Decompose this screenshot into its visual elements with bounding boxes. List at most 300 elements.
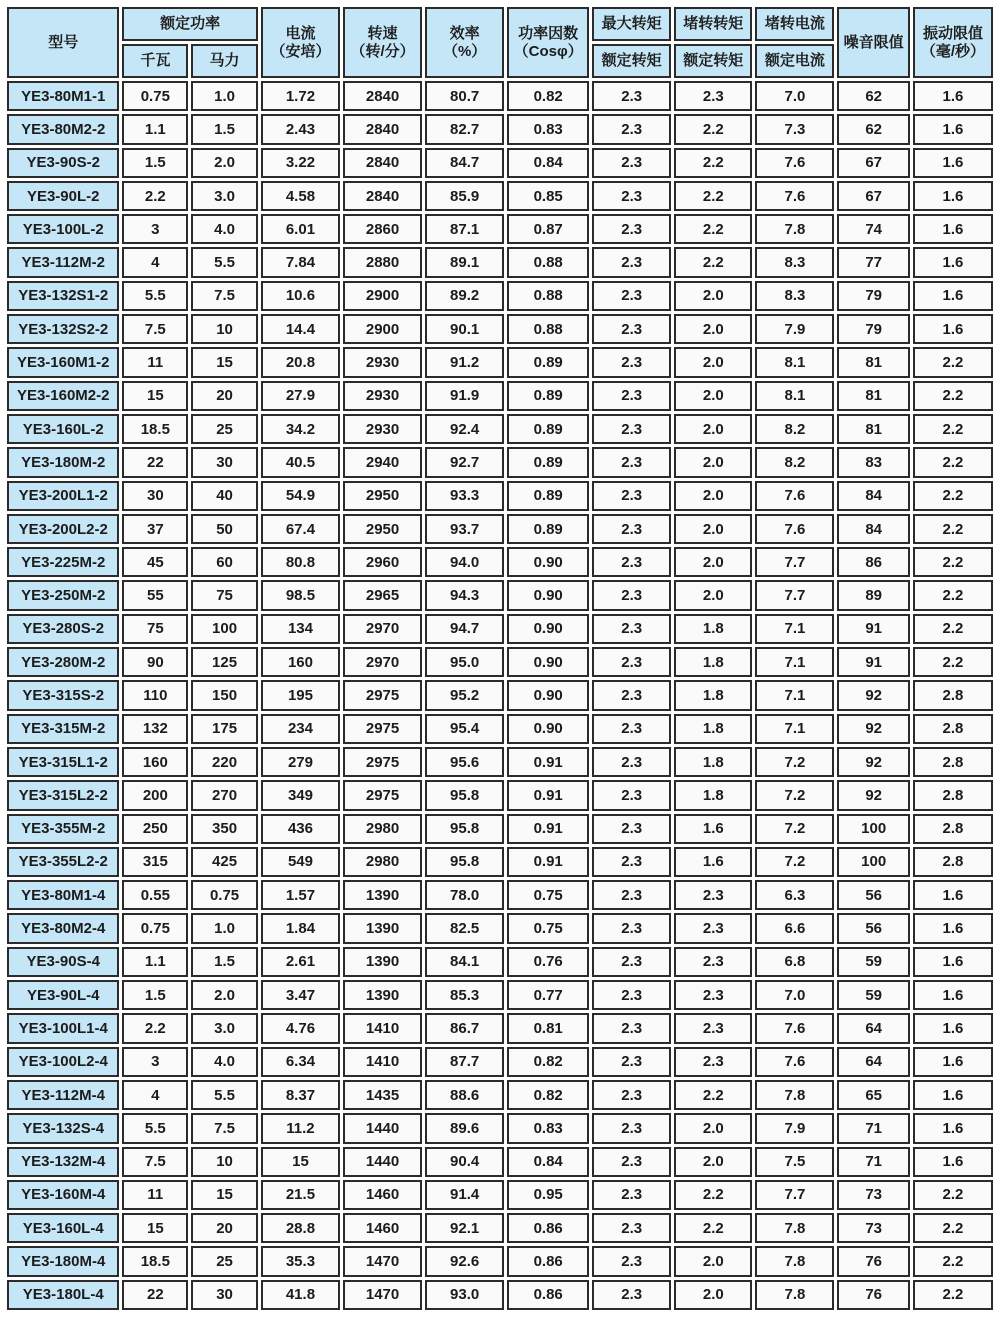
cell-kw: 315: [122, 847, 188, 877]
cell-current: 14.4: [261, 314, 340, 344]
cell-max-torque: 2.3: [592, 1280, 671, 1310]
cell-vibration: 2.2: [913, 481, 993, 511]
header-power-factor-line1: 功率因数: [518, 25, 579, 43]
cell-vibration: 2.2: [913, 614, 993, 644]
cell-speed: 2970: [343, 614, 422, 644]
cell-cos-phi: 0.90: [507, 547, 589, 577]
header-speed: [343, 7, 422, 78]
cell-kw: 22: [122, 447, 188, 477]
cell-hp: 30: [191, 1280, 258, 1310]
cell-max-torque: 2.3: [592, 614, 671, 644]
cell-noise: 67: [837, 181, 909, 211]
cell-stall-current: 7.9: [755, 314, 834, 344]
cell-cos-phi: 0.86: [507, 1213, 589, 1243]
table-row: [7, 381, 993, 411]
cell-cos-phi: 0.86: [507, 1280, 589, 1310]
cell-efficiency: 91.2: [425, 347, 504, 377]
cell-noise: 73: [837, 1213, 909, 1243]
cell-speed: 2980: [343, 814, 422, 844]
cell-kw: 7.5: [122, 1147, 188, 1177]
cell-model: YE3-315L1-2: [7, 747, 119, 777]
cell-stall-current: 7.2: [755, 780, 834, 810]
cell-efficiency: 84.1: [425, 947, 504, 977]
cell-efficiency: 95.8: [425, 814, 504, 844]
cell-cos-phi: 0.89: [507, 447, 589, 477]
table-row: [7, 947, 993, 977]
cell-cos-phi: 0.90: [507, 680, 589, 710]
cell-speed: 2930: [343, 414, 422, 444]
cell-efficiency: 90.1: [425, 314, 504, 344]
cell-max-torque: 2.3: [592, 714, 671, 744]
cell-speed: 2975: [343, 747, 422, 777]
cell-stall-current: 7.9: [755, 1113, 834, 1143]
cell-stall-torque: 2.0: [674, 281, 752, 311]
cell-cos-phi: 0.75: [507, 880, 589, 910]
header-stall-torque-denominator: 额定转矩: [674, 44, 752, 78]
cell-cos-phi: 0.91: [507, 847, 589, 877]
cell-kw: 2.2: [122, 181, 188, 211]
cell-max-torque: 2.3: [592, 747, 671, 777]
cell-current: 4.76: [261, 1013, 340, 1043]
cell-speed: 2940: [343, 447, 422, 477]
cell-model: YE3-180L-4: [7, 1280, 119, 1310]
header-efficiency: [425, 7, 504, 78]
cell-current: 349: [261, 780, 340, 810]
cell-speed: 2975: [343, 714, 422, 744]
cell-cos-phi: 0.88: [507, 314, 589, 344]
cell-vibration: 2.8: [913, 714, 993, 744]
cell-cos-phi: 0.85: [507, 181, 589, 211]
cell-current: 2.43: [261, 114, 340, 144]
cell-hp: 2.0: [191, 980, 258, 1010]
cell-stall-torque: 2.3: [674, 947, 752, 977]
table-row: [7, 847, 993, 877]
cell-current: 234: [261, 714, 340, 744]
cell-stall-torque: 2.2: [674, 1080, 752, 1110]
cell-model: YE3-90S-4: [7, 947, 119, 977]
cell-vibration: 2.2: [913, 347, 993, 377]
cell-stall-current: 8.1: [755, 347, 834, 377]
cell-hp: 30: [191, 447, 258, 477]
cell-cos-phi: 0.76: [507, 947, 589, 977]
cell-max-torque: 2.3: [592, 1080, 671, 1110]
cell-vibration: 2.8: [913, 680, 993, 710]
cell-speed: 1390: [343, 947, 422, 977]
cell-stall-torque: 1.8: [674, 647, 752, 677]
cell-max-torque: 2.3: [592, 381, 671, 411]
cell-model: YE3-315L2-2: [7, 780, 119, 810]
cell-model: YE3-225M-2: [7, 547, 119, 577]
cell-max-torque: 2.3: [592, 114, 671, 144]
cell-model: YE3-112M-4: [7, 1080, 119, 1110]
cell-efficiency: 90.4: [425, 1147, 504, 1177]
cell-stall-current: 7.6: [755, 1047, 834, 1077]
cell-stall-torque: 2.0: [674, 481, 752, 511]
cell-stall-torque: 1.8: [674, 780, 752, 810]
cell-model: YE3-160M2-2: [7, 381, 119, 411]
cell-speed: 1440: [343, 1113, 422, 1143]
cell-max-torque: 2.3: [592, 580, 671, 610]
cell-vibration: 1.6: [913, 214, 993, 244]
cell-max-torque: 2.3: [592, 214, 671, 244]
cell-hp: 10: [191, 314, 258, 344]
header-power-factor: [507, 7, 589, 78]
cell-vibration: 1.6: [913, 114, 993, 144]
cell-efficiency: 94.0: [425, 547, 504, 577]
cell-stall-current: 7.2: [755, 814, 834, 844]
cell-model: YE3-90L-4: [7, 980, 119, 1010]
cell-max-torque: 2.3: [592, 880, 671, 910]
cell-hp: 5.5: [191, 1080, 258, 1110]
table-row: [7, 714, 993, 744]
cell-cos-phi: 0.77: [507, 980, 589, 1010]
header-stall-current-numerator: 堵转电流: [755, 7, 834, 41]
cell-stall-torque: 2.0: [674, 1147, 752, 1177]
cell-current: 40.5: [261, 447, 340, 477]
cell-vibration: 1.6: [913, 1080, 993, 1110]
cell-stall-torque: 1.8: [674, 714, 752, 744]
cell-stall-torque: 2.0: [674, 447, 752, 477]
cell-efficiency: 87.7: [425, 1047, 504, 1077]
cell-hp: 1.0: [191, 81, 258, 111]
cell-kw: 90: [122, 647, 188, 677]
cell-vibration: 2.2: [913, 1213, 993, 1243]
table-row: [7, 580, 993, 610]
cell-cos-phi: 0.75: [507, 913, 589, 943]
cell-kw: 250: [122, 814, 188, 844]
cell-efficiency: 87.1: [425, 214, 504, 244]
cell-efficiency: 95.6: [425, 747, 504, 777]
cell-speed: 1410: [343, 1013, 422, 1043]
cell-cos-phi: 0.90: [507, 714, 589, 744]
table-row: [7, 814, 993, 844]
table-row: [7, 1180, 993, 1210]
cell-model: YE3-80M1-4: [7, 880, 119, 910]
cell-stall-current: 7.3: [755, 114, 834, 144]
cell-current: 3.22: [261, 148, 340, 178]
cell-model: YE3-160M1-2: [7, 347, 119, 377]
cell-model: YE3-355M-2: [7, 814, 119, 844]
table-row: [7, 214, 993, 244]
cell-efficiency: 85.9: [425, 181, 504, 211]
cell-cos-phi: 0.83: [507, 114, 589, 144]
cell-kw: 2.2: [122, 1013, 188, 1043]
cell-vibration: 1.6: [913, 1113, 993, 1143]
cell-current: 41.8: [261, 1280, 340, 1310]
cell-kw: 18.5: [122, 414, 188, 444]
cell-cos-phi: 0.82: [507, 1080, 589, 1110]
header-stall-torque-numerator: 堵转转矩: [674, 7, 752, 41]
table-row: [7, 81, 993, 111]
header-vibration-line2: （毫/秒）: [920, 42, 986, 60]
cell-stall-current: 7.5: [755, 1147, 834, 1177]
cell-kw: 18.5: [122, 1246, 188, 1276]
cell-cos-phi: 0.89: [507, 347, 589, 377]
cell-stall-torque: 2.0: [674, 514, 752, 544]
cell-stall-torque: 2.0: [674, 1113, 752, 1143]
header-vibration-line1: 振动限值: [922, 25, 983, 43]
cell-current: 80.8: [261, 547, 340, 577]
cell-vibration: 2.2: [913, 580, 993, 610]
table-row: [7, 547, 993, 577]
cell-stall-current: 8.3: [755, 281, 834, 311]
cell-stall-current: 7.7: [755, 1180, 834, 1210]
cell-cos-phi: 0.91: [507, 780, 589, 810]
cell-model: YE3-100L2-4: [7, 1047, 119, 1077]
cell-kw: 30: [122, 481, 188, 511]
cell-current: 436: [261, 814, 340, 844]
cell-efficiency: 82.5: [425, 913, 504, 943]
cell-cos-phi: 0.90: [507, 580, 589, 610]
cell-hp: 3.0: [191, 181, 258, 211]
cell-model: YE3-132M-4: [7, 1147, 119, 1177]
table-row: [7, 680, 993, 710]
cell-model: YE3-200L2-2: [7, 514, 119, 544]
cell-stall-torque: 2.0: [674, 547, 752, 577]
cell-stall-torque: 2.3: [674, 81, 752, 111]
table-row: [7, 347, 993, 377]
cell-hp: 175: [191, 714, 258, 744]
cell-max-torque: 2.3: [592, 148, 671, 178]
cell-kw: 110: [122, 680, 188, 710]
cell-cos-phi: 0.89: [507, 414, 589, 444]
cell-noise: 86: [837, 547, 909, 577]
cell-speed: 2860: [343, 214, 422, 244]
cell-current: 549: [261, 847, 340, 877]
cell-current: 279: [261, 747, 340, 777]
header-current-line2: （安培）: [270, 42, 331, 60]
cell-efficiency: 93.3: [425, 481, 504, 511]
cell-cos-phi: 0.91: [507, 814, 589, 844]
cell-stall-torque: 2.2: [674, 148, 752, 178]
cell-current: 10.6: [261, 281, 340, 311]
cell-stall-torque: 2.3: [674, 913, 752, 943]
cell-vibration: 1.6: [913, 181, 993, 211]
cell-noise: 92: [837, 747, 909, 777]
cell-max-torque: 2.3: [592, 680, 671, 710]
cell-vibration: 2.2: [913, 1180, 993, 1210]
cell-current: 4.58: [261, 181, 340, 211]
header-max-torque-denominator: 额定转矩: [592, 44, 671, 78]
cell-hp: 25: [191, 1246, 258, 1276]
cell-speed: 1390: [343, 913, 422, 943]
cell-speed: 1390: [343, 980, 422, 1010]
cell-hp: 40: [191, 481, 258, 511]
cell-max-torque: 2.3: [592, 314, 671, 344]
header-row-top: [7, 7, 993, 41]
cell-current: 134: [261, 614, 340, 644]
cell-stall-torque: 2.0: [674, 1246, 752, 1276]
cell-efficiency: 95.0: [425, 647, 504, 677]
cell-efficiency: 80.7: [425, 81, 504, 111]
cell-current: 8.37: [261, 1080, 340, 1110]
cell-speed: 2840: [343, 181, 422, 211]
cell-cos-phi: 0.90: [507, 614, 589, 644]
cell-current: 28.8: [261, 1213, 340, 1243]
cell-efficiency: 92.1: [425, 1213, 504, 1243]
cell-hp: 5.5: [191, 247, 258, 277]
header-vibration-limit: [913, 7, 993, 78]
cell-current: 160: [261, 647, 340, 677]
cell-kw: 22: [122, 1280, 188, 1310]
cell-hp: 3.0: [191, 1013, 258, 1043]
cell-kw: 45: [122, 547, 188, 577]
cell-kw: 1.1: [122, 947, 188, 977]
cell-model: YE3-90L-2: [7, 181, 119, 211]
cell-stall-current: 7.8: [755, 1246, 834, 1276]
cell-stall-current: 7.2: [755, 747, 834, 777]
cell-max-torque: 2.3: [592, 647, 671, 677]
cell-noise: 74: [837, 214, 909, 244]
cell-noise: 65: [837, 1080, 909, 1110]
cell-efficiency: 92.6: [425, 1246, 504, 1276]
cell-stall-torque: 2.2: [674, 247, 752, 277]
cell-speed: 2970: [343, 647, 422, 677]
cell-stall-torque: 2.0: [674, 580, 752, 610]
header-stall-current-denominator: 额定电流: [755, 44, 834, 78]
cell-stall-current: 7.8: [755, 214, 834, 244]
cell-max-torque: 2.3: [592, 514, 671, 544]
cell-noise: 56: [837, 880, 909, 910]
cell-noise: 76: [837, 1246, 909, 1276]
cell-efficiency: 91.4: [425, 1180, 504, 1210]
cell-model: YE3-132S-4: [7, 1113, 119, 1143]
cell-current: 54.9: [261, 481, 340, 511]
table-row: [7, 181, 993, 211]
cell-current: 35.3: [261, 1246, 340, 1276]
table-row: [7, 1147, 993, 1177]
cell-hp: 150: [191, 680, 258, 710]
cell-noise: 92: [837, 680, 909, 710]
cell-hp: 50: [191, 514, 258, 544]
cell-speed: 1440: [343, 1147, 422, 1177]
cell-efficiency: 92.4: [425, 414, 504, 444]
cell-cos-phi: 0.89: [507, 514, 589, 544]
cell-stall-current: 8.2: [755, 414, 834, 444]
cell-max-torque: 2.3: [592, 847, 671, 877]
cell-model: YE3-315M-2: [7, 714, 119, 744]
cell-current: 67.4: [261, 514, 340, 544]
cell-speed: 2880: [343, 247, 422, 277]
cell-model: YE3-80M1-1: [7, 81, 119, 111]
cell-noise: 71: [837, 1113, 909, 1143]
cell-noise: 76: [837, 1280, 909, 1310]
cell-speed: 2840: [343, 114, 422, 144]
cell-cos-phi: 0.89: [507, 481, 589, 511]
cell-hp: 75: [191, 580, 258, 610]
cell-hp: 60: [191, 547, 258, 577]
cell-speed: 2965: [343, 580, 422, 610]
cell-noise: 79: [837, 314, 909, 344]
cell-stall-torque: 1.8: [674, 680, 752, 710]
cell-current: 34.2: [261, 414, 340, 444]
cell-max-torque: 2.3: [592, 81, 671, 111]
cell-stall-torque: 2.2: [674, 114, 752, 144]
cell-noise: 77: [837, 247, 909, 277]
header-kw: 千瓦: [122, 44, 188, 78]
cell-vibration: 2.2: [913, 1280, 993, 1310]
cell-noise: 81: [837, 414, 909, 444]
table-row: [7, 1246, 993, 1276]
header-efficiency-line2: （%）: [442, 42, 487, 60]
cell-stall-torque: 2.3: [674, 1013, 752, 1043]
cell-stall-current: 7.7: [755, 547, 834, 577]
cell-hp: 125: [191, 647, 258, 677]
cell-stall-current: 7.8: [755, 1213, 834, 1243]
cell-efficiency: 89.6: [425, 1113, 504, 1143]
cell-efficiency: 95.8: [425, 847, 504, 877]
cell-max-torque: 2.3: [592, 414, 671, 444]
cell-kw: 1.5: [122, 980, 188, 1010]
cell-cos-phi: 0.86: [507, 1246, 589, 1276]
cell-stall-torque: 2.3: [674, 1047, 752, 1077]
cell-efficiency: 88.6: [425, 1080, 504, 1110]
cell-vibration: 1.6: [913, 980, 993, 1010]
cell-stall-torque: 1.6: [674, 814, 752, 844]
cell-efficiency: 84.7: [425, 148, 504, 178]
cell-current: 7.84: [261, 247, 340, 277]
cell-stall-current: 7.6: [755, 1013, 834, 1043]
cell-efficiency: 92.7: [425, 447, 504, 477]
cell-noise: 73: [837, 1180, 909, 1210]
cell-max-torque: 2.3: [592, 281, 671, 311]
cell-noise: 92: [837, 780, 909, 810]
cell-hp: 1.5: [191, 947, 258, 977]
header-rated-power: 额定功率: [122, 7, 257, 41]
cell-kw: 1.5: [122, 148, 188, 178]
cell-speed: 1410: [343, 1047, 422, 1077]
cell-max-torque: 2.3: [592, 1013, 671, 1043]
cell-current: 6.01: [261, 214, 340, 244]
cell-cos-phi: 0.88: [507, 247, 589, 277]
cell-cos-phi: 0.95: [507, 1180, 589, 1210]
cell-noise: 62: [837, 114, 909, 144]
cell-speed: 2840: [343, 81, 422, 111]
cell-max-torque: 2.3: [592, 1213, 671, 1243]
cell-stall-torque: 2.0: [674, 414, 752, 444]
cell-stall-current: 7.8: [755, 1080, 834, 1110]
table-row: [7, 314, 993, 344]
cell-noise: 59: [837, 980, 909, 1010]
cell-stall-current: 7.8: [755, 1280, 834, 1310]
cell-cos-phi: 0.87: [507, 214, 589, 244]
cell-current: 20.8: [261, 347, 340, 377]
cell-cos-phi: 0.82: [507, 1047, 589, 1077]
table-row: [7, 1013, 993, 1043]
cell-hp: 15: [191, 1180, 258, 1210]
cell-noise: 100: [837, 847, 909, 877]
cell-model: YE3-112M-2: [7, 247, 119, 277]
cell-speed: 2930: [343, 381, 422, 411]
cell-current: 1.84: [261, 913, 340, 943]
cell-model: YE3-315S-2: [7, 680, 119, 710]
cell-model: YE3-132S1-2: [7, 281, 119, 311]
cell-max-torque: 2.3: [592, 181, 671, 211]
cell-vibration: 1.6: [913, 247, 993, 277]
cell-kw: 160: [122, 747, 188, 777]
cell-stall-current: 7.1: [755, 680, 834, 710]
cell-kw: 5.5: [122, 281, 188, 311]
cell-vibration: 2.2: [913, 381, 993, 411]
table-row: [7, 1213, 993, 1243]
cell-kw: 200: [122, 780, 188, 810]
cell-vibration: 2.8: [913, 814, 993, 844]
cell-speed: 1470: [343, 1280, 422, 1310]
cell-model: YE3-100L1-4: [7, 1013, 119, 1043]
cell-efficiency: 93.7: [425, 514, 504, 544]
cell-max-torque: 2.3: [592, 780, 671, 810]
table-row: [7, 1080, 993, 1110]
